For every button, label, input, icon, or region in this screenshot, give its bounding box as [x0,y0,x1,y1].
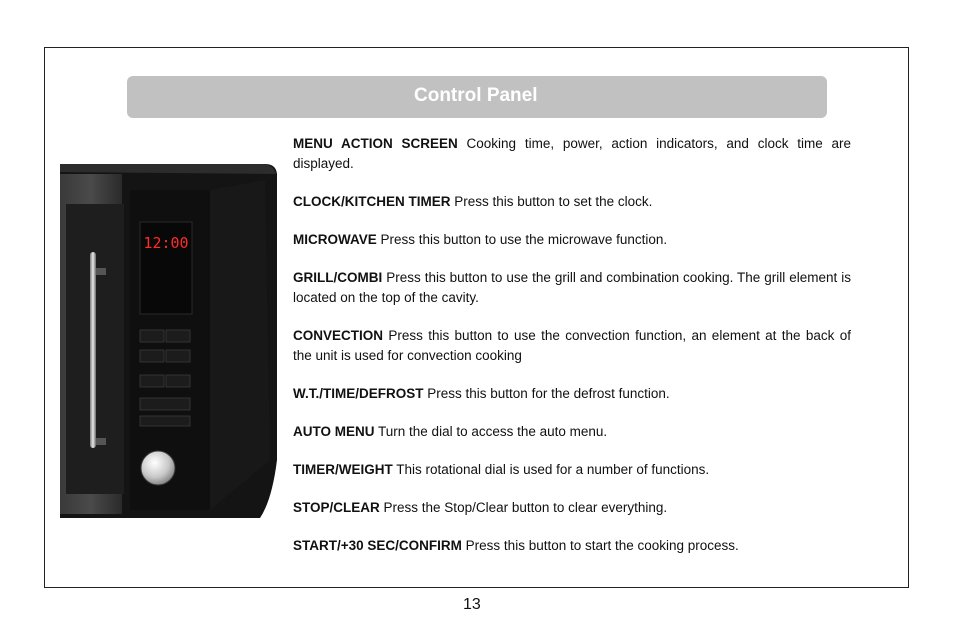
control-desc: Press this button to use the convection function, an element at the back of the unit is used for convection cooking [293,328,851,363]
control-term: MICROWAVE [293,232,377,247]
control-description [293,460,851,480]
control-desc: Press this button for the defrost function. [427,386,670,401]
control-description [293,384,851,404]
control-description [293,498,851,518]
control-description [293,422,851,442]
section-title: Control Panel [414,85,538,106]
control-description [293,268,851,308]
control-desc: Press this button to use the grill and combination cooking. The grill element is located on the top of the cavity. [293,270,851,305]
control-term: TIMER/WEIGHT [293,462,393,477]
control-term: GRILL/COMBI [293,270,383,285]
control-term: MENU ACTION SCREEN [293,136,458,151]
page-number: 13 [463,596,481,613]
control-term: W.T./TIME/DEFROST [293,386,424,401]
control-term: STOP/CLEAR [293,500,380,515]
control-desc: Press this button to start the cooking process. [465,538,739,553]
control-term: CLOCK/KITCHEN TIMER [293,194,451,209]
control-term: AUTO MENU [293,424,375,439]
section-banner [127,76,827,118]
door-handle [90,252,96,448]
microwave-image [60,160,280,520]
control-description [293,326,851,366]
control-description [293,192,851,212]
control-descriptions [293,134,851,574]
display-readout: 12:00 [143,234,189,252]
control-desc: Turn the dial to access the auto menu. [378,424,608,439]
control-term: START/+30 SEC/CONFIRM [293,538,462,553]
control-desc: Press this button to set the clock. [454,194,653,209]
control-description [293,230,851,250]
control-description [293,536,851,556]
control-desc: Cooking time, power, action indicators, and clock time are displayed. [293,136,851,171]
control-term: CONVECTION [293,328,384,343]
control-desc: Press the Stop/Clear button to clear everything. [383,500,668,515]
control-desc: Press this button to use the microwave function. [380,232,668,247]
control-desc: This rotational dial is used for a number of functions. [396,462,710,477]
control-description [293,134,851,174]
